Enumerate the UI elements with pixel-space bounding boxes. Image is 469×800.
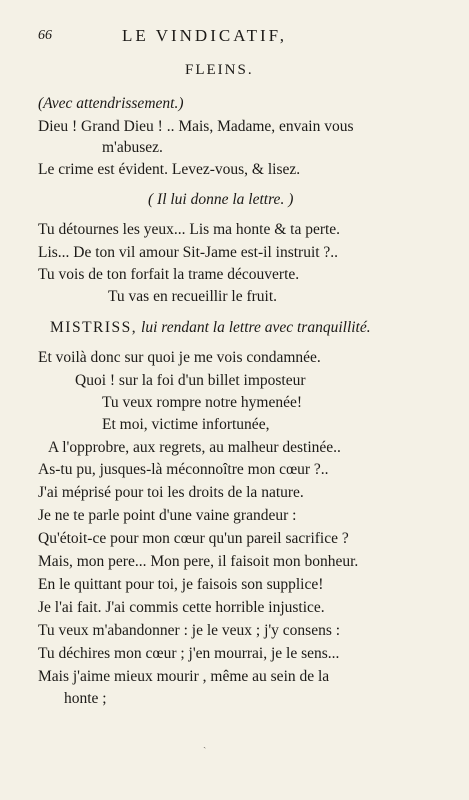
verse-line: En le quittant pour toi, je faisois son supplice! [38,576,324,593]
verse-line: Tu vois de ton forfait la trame découverte. [38,266,300,283]
verse-line: Dieu ! Grand Dieu ! .. Mais, Madame, envain vous [38,118,354,135]
verse-line: Quoi ! sur la foi d'un billet imposteur [75,372,306,389]
verse-line: J'ai méprisé pour toi les droits de la nature. [38,484,304,501]
verse-line: m'abusez. [102,139,163,156]
verse-line: Le crime est évident. Levez-vous, & lisez. [38,161,301,178]
running-title: LE VINDICATIF, [122,26,287,45]
verse-line: Tu vas en recueillir le fruit. [108,288,278,305]
verse-line: Je ne te parle point d'une vaine grandeur : [38,507,297,524]
verse-line: A l'opprobre, aux regrets, au malheur destinée.. [48,439,341,456]
verse-line: Qu'étoit-ce pour mon cœur qu'un pareil sacrifice ? [38,530,349,547]
stage-direction: ( Il lui donne la lettre. ) [148,191,294,208]
stage-direction: (Avec attendrissement.) [38,95,184,112]
speaker-heading-mistriss [50,318,371,338]
speaker-name-fleins: FLEINS. [185,62,254,78]
verse-line: Tu veux m'abandonner : je le veux ; j'y consens : [38,622,341,639]
verse-line: Et moi, victime infortunée, [102,416,270,433]
speaker-direction: lui rendant la lettre avec tranquillité. [141,319,371,336]
verse-line: honte ; [64,690,107,707]
verse-line: As-tu pu, jusques-là méconnoître mon cœur ?.. [38,461,329,478]
verse-line: Mais, mon pere... Mon pere, il faisoit mon bonheur. [38,553,359,570]
speaker-name-mistriss: MISTRISS, [50,319,138,336]
verse-line: Mais j'aime mieux mourir , même au sein de la [38,668,330,685]
verse-line: Lis... De ton vil amour Sit-Jame est-il instruit ?.. [38,244,339,261]
verse-line: Et voilà donc sur quoi je me vois condamnée. [38,349,321,366]
ink-speck: ˎ [203,738,207,749]
verse-line: Tu détournes les yeux... Lis ma honte & ta perte. [38,221,341,238]
verse-line: Tu déchires mon cœur ; j'en mourrai, je le sens... [38,645,340,662]
page-number: 66 [38,28,52,43]
verse-line: Je l'ai fait. J'ai commis cette horrible injustice. [38,599,325,616]
verse-line: Tu veux rompre notre hymenée! [102,394,303,411]
